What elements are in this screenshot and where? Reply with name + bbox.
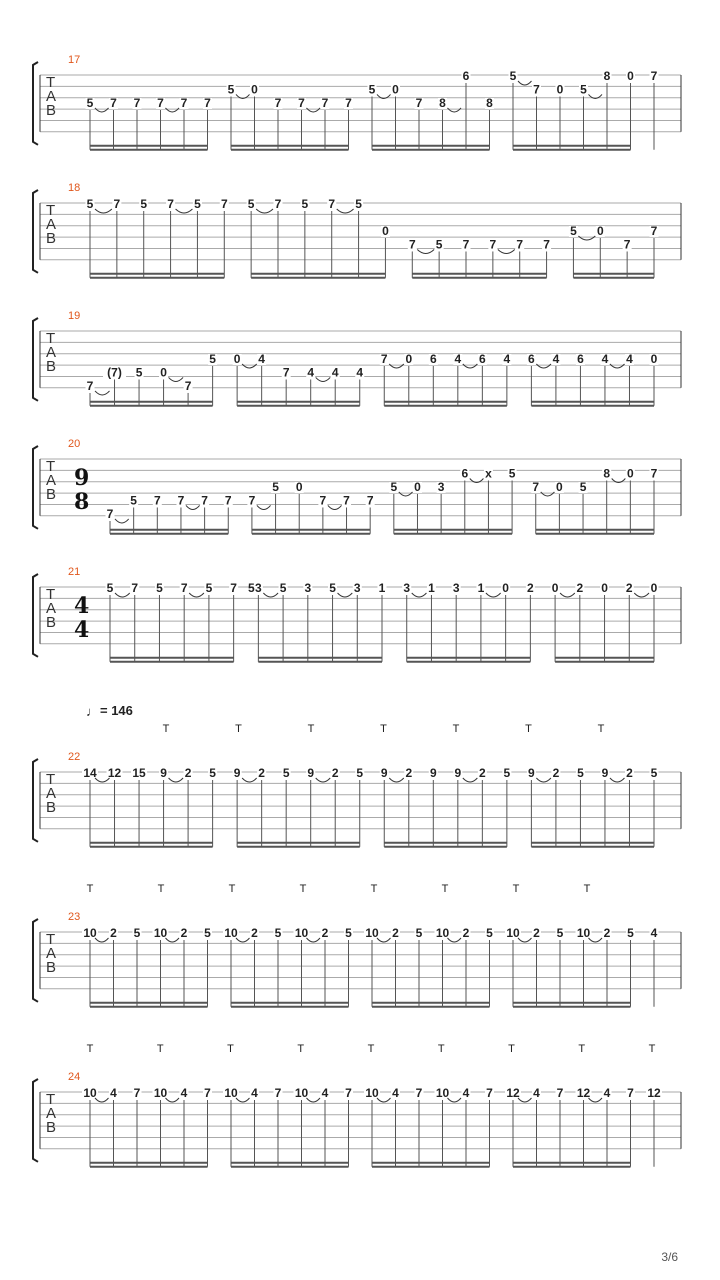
fret-number: 0 (405, 351, 413, 366)
fret-number: 2 (405, 766, 413, 780)
fret-number: 9 (233, 766, 241, 780)
fret-number: 7 (627, 1086, 634, 1100)
tab-clef-letter: A (46, 216, 57, 233)
fret-number: 10 (506, 926, 520, 940)
measure-number: 24 (68, 1071, 81, 1083)
fret-number: 3 (452, 581, 460, 595)
slur-arc (412, 593, 427, 597)
fret-number: 2 (479, 766, 486, 780)
fret-number: 4 (180, 1086, 188, 1100)
fret-number: 7 (274, 197, 282, 211)
fret-number: 5 (209, 766, 216, 780)
fret-number: 9 (528, 766, 535, 780)
fret-number: 4 (533, 1086, 540, 1100)
fret-number: 0 (627, 466, 634, 481)
tapping-marker: T (86, 883, 94, 895)
fret-number: 10 (294, 926, 309, 940)
tab-clef-letter: T (46, 771, 56, 788)
fret-number: 7 (153, 493, 161, 508)
grace-note: 5 (248, 581, 255, 595)
slur-arc (95, 209, 112, 213)
tapping-marker: T (157, 883, 165, 895)
fret-number: 15 (132, 766, 146, 780)
tab-clef-letter: A (46, 1105, 57, 1122)
fret-number: 4 (307, 365, 315, 380)
fret-number: 5 (272, 479, 279, 494)
fret-number: 5 (329, 581, 336, 595)
fret-number: 5 (194, 197, 201, 211)
measure-number: 21 (68, 566, 81, 578)
fret-number: 2 (251, 926, 258, 940)
fret-number: 6 (462, 69, 470, 83)
fret-number: 7 (201, 493, 208, 508)
fret-number: 4 (650, 926, 658, 940)
slur-arc (189, 593, 204, 597)
fret-number: 2 (625, 581, 633, 595)
fret-number: 7 (408, 237, 416, 252)
fret-number: 5 (106, 581, 114, 595)
tapping-marker: T (235, 723, 242, 735)
fret-number: 7 (650, 69, 658, 83)
fret-number: 0 (295, 479, 303, 494)
fret-number: 7 (180, 581, 188, 595)
system-bracket (33, 446, 38, 529)
fret-number: 2 (603, 926, 611, 940)
tab-clef-letter: T (46, 202, 56, 219)
fret-number: 9 (601, 766, 609, 780)
fret-number: 4 (110, 1086, 117, 1100)
fret-number: 5 (205, 581, 213, 595)
fret-number: 7 (650, 466, 658, 481)
fret-number: 14 (83, 766, 97, 780)
slur-arc (115, 519, 129, 523)
fret-number: 4 (552, 351, 560, 366)
fret-number: 6 (528, 351, 535, 366)
fret-number: 5 (133, 926, 141, 940)
fret-number: 5 (509, 69, 517, 83)
fret-number: 2 (576, 581, 584, 595)
tab-clef-letter: A (46, 344, 57, 361)
fret-number: 4 (331, 365, 339, 380)
slur-arc (536, 778, 551, 782)
fret-number: 7 (133, 95, 141, 110)
fret-number: 5 (415, 926, 423, 940)
fret-number: 5 (368, 82, 376, 97)
tapping-marker: T (578, 1043, 586, 1055)
tapping-marker: T (437, 1043, 445, 1055)
fret-number: 3 (437, 479, 445, 494)
fret-number: 7 (650, 223, 658, 238)
system-bracket (33, 919, 38, 1002)
measure-number: 23 (68, 911, 81, 923)
fret-number: 7 (220, 197, 228, 211)
measure-number: 19 (68, 310, 81, 322)
tempo-note-icon: ♩ (86, 704, 99, 719)
fret-number: 7 (274, 95, 282, 110)
fret-number: 5 (301, 197, 309, 211)
fret-number: 0 (650, 351, 658, 366)
fret-number: 7 (298, 95, 305, 110)
fret-number: 4 (601, 351, 609, 366)
slur-arc (242, 778, 257, 782)
fret-number: 7 (543, 237, 550, 252)
slur-arc (316, 377, 331, 381)
tab-clef-letter: B (46, 486, 57, 503)
fret-number: x (485, 466, 492, 481)
fret-number: 8 (439, 95, 446, 110)
fret-number: 5 (650, 766, 658, 780)
fret-number: 5 (86, 95, 94, 110)
fret-number: 1 (378, 581, 386, 595)
fret-number: 7 (345, 1086, 352, 1100)
fret-number: 7 (204, 1086, 211, 1100)
slur-arc (256, 209, 273, 213)
fret-number: 4 (626, 351, 633, 366)
fret-number: 5 (282, 766, 290, 780)
time-signature-top: 4 (74, 593, 90, 619)
slur-arc (328, 505, 342, 509)
slur-arc (337, 209, 354, 213)
fret-number: 10 (83, 1086, 97, 1100)
system-bracket (33, 318, 38, 401)
fret-number: 0 (627, 69, 634, 83)
fret-number: 7 (486, 1086, 493, 1100)
fret-number: 7 (274, 1086, 282, 1100)
slur-arc (389, 778, 404, 782)
tapping-marker: T (162, 723, 170, 735)
slur-arc (115, 593, 130, 597)
fret-number: 7 (177, 493, 185, 508)
fret-number: 7 (113, 197, 121, 211)
fret-number: 9 (160, 766, 167, 780)
fret-number: 6 (429, 351, 437, 366)
fret-number: 5 (356, 766, 364, 780)
tapping-marker: T (380, 723, 387, 735)
fret-number: 5 (503, 766, 511, 780)
fret-number: 7 (328, 197, 336, 211)
fret-number: 10 (224, 1086, 238, 1100)
fret-number: 4 (258, 351, 265, 366)
tapping-marker: T (228, 883, 236, 895)
tab-clef-letter: T (46, 74, 56, 91)
fret-number: 12 (506, 1086, 520, 1100)
fret-number: 5 (345, 926, 352, 940)
fret-number: 0 (160, 365, 167, 380)
fret-number: 10 (294, 1086, 309, 1100)
fret-number: 2 (527, 581, 534, 595)
tapping-marker: T (86, 1043, 94, 1055)
fret-number: 12 (107, 766, 122, 780)
measure-number: 22 (68, 751, 81, 763)
tapping-marker: T (597, 723, 605, 735)
fret-number: 10 (435, 1086, 450, 1100)
fret-number: 7 (366, 493, 374, 508)
fret-number: 3 (255, 581, 262, 595)
fret-number: 0 (233, 351, 241, 366)
slur-arc (95, 391, 110, 395)
fret-number: 5 (86, 197, 94, 211)
tab-clef-letter: T (46, 330, 56, 347)
slur-arc (498, 249, 515, 253)
slur-arc (186, 505, 200, 509)
slur-arc (169, 377, 184, 381)
tab-clef-letter: B (46, 1119, 57, 1136)
fret-number: 5 (274, 926, 282, 940)
fret-number: 2 (110, 926, 117, 940)
fret-number: 7 (415, 95, 423, 110)
tapping-marker: T (452, 723, 460, 735)
fret-number: 3 (403, 581, 411, 595)
fret-number: 2 (258, 766, 265, 780)
fret-number: 7 (345, 95, 352, 110)
slur-arc (417, 249, 434, 253)
fret-number: 9 (307, 766, 315, 780)
fret-number: 7 (224, 493, 232, 508)
fret-number: 0 (502, 581, 509, 595)
fret-number: 3 (353, 581, 361, 595)
fret-number: 7 (623, 237, 631, 252)
fret-number: 4 (454, 351, 462, 366)
fret-number: 12 (647, 1086, 661, 1100)
slur-arc (610, 778, 625, 782)
fret-number: 2 (552, 766, 560, 780)
fret-number: 9 (380, 766, 388, 780)
system-bracket (33, 574, 38, 657)
fret-number: 2 (184, 766, 192, 780)
fret-number: 5 (209, 351, 216, 366)
fret-number: 8 (486, 95, 493, 110)
tab-clef-letter: A (46, 785, 57, 802)
fret-number: 7 (131, 581, 139, 595)
fret-number: 7 (204, 95, 211, 110)
fret-number: 7 (321, 95, 329, 110)
time-signature-bottom: 4 (74, 617, 90, 643)
tapping-marker: T (307, 723, 315, 735)
fret-number: 7 (157, 95, 164, 110)
slur-arc (338, 593, 353, 597)
slur-arc (463, 778, 478, 782)
fret-number: 5 (355, 197, 362, 211)
fret-number: 9 (454, 766, 462, 780)
fret-number: 5 (279, 581, 287, 595)
system-bracket (33, 759, 38, 842)
time-signature-bottom: 8 (74, 489, 90, 515)
fret-number: 4 (356, 365, 364, 380)
fret-number: 0 (414, 479, 421, 494)
slur-arc (316, 778, 331, 782)
fret-number: 4 (321, 1086, 329, 1100)
fret-number: 7 (167, 197, 174, 211)
fret-number: 5 (156, 581, 163, 595)
fret-number: 0 (601, 581, 608, 595)
tab-clef-letter: B (46, 614, 57, 631)
fret-number: 7 (380, 351, 388, 366)
fret-number: 5 (247, 197, 255, 211)
fret-number: 7 (184, 378, 192, 393)
fret-number: 5 (204, 926, 211, 940)
fret-number: 7 (532, 479, 540, 494)
fret-number: 4 (462, 1086, 470, 1100)
tab-clef-letter: T (46, 586, 56, 603)
tapping-marker: T (583, 883, 591, 895)
fret-number: 7 (282, 365, 290, 380)
fret-number: 5 (627, 926, 634, 940)
fret-number: 10 (83, 926, 97, 940)
fret-number: 7 (110, 95, 117, 110)
fret-number: 5 (486, 926, 493, 940)
tapping-marker: T (299, 883, 307, 895)
fret-number: 7 (86, 378, 94, 393)
tapping-marker: T (441, 883, 449, 895)
tab-clef-letter: A (46, 600, 57, 617)
fret-number: 7 (556, 1086, 564, 1100)
system-bracket (33, 190, 38, 273)
fret-number: 0 (556, 479, 563, 494)
fret-number: 4 (392, 1086, 399, 1100)
fret-number: 10 (365, 1086, 379, 1100)
tab-clef-letter: B (46, 799, 57, 816)
measure-number: 17 (68, 54, 81, 66)
fret-number: 5 (570, 223, 577, 238)
fret-number: 7 (133, 1086, 141, 1100)
fret-number: 5 (135, 365, 143, 380)
slur-arc (634, 593, 649, 597)
measure-number: 20 (68, 438, 81, 450)
fret-number: 5 (130, 493, 137, 508)
fret-number: 0 (382, 223, 389, 238)
slur-arc (560, 593, 575, 597)
tab-clef-letter: B (46, 959, 57, 976)
tab-clef-letter: A (46, 88, 57, 105)
tapping-marker: T (525, 723, 532, 735)
fret-number: 5 (390, 479, 398, 494)
tapping-marker: T (367, 1043, 375, 1055)
slur-arc (169, 778, 184, 782)
fret-number: 7 (462, 237, 470, 252)
fret-number: 2 (321, 926, 329, 940)
tab-clef-letter: A (46, 945, 57, 962)
fret-number: 10 (224, 926, 238, 940)
fret-number: 5 (227, 82, 235, 97)
fret-number: 0 (251, 82, 258, 97)
fret-number: 10 (153, 1086, 168, 1100)
tapping-marker: T (297, 1043, 305, 1055)
fret-number: 10 (576, 926, 591, 940)
fret-number: 7 (415, 1086, 423, 1100)
fret-number: 0 (392, 82, 399, 97)
fret-number: 7 (516, 237, 524, 252)
fret-number: 5 (577, 766, 584, 780)
fret-number: 0 (551, 581, 559, 595)
fret-number: 3 (304, 581, 312, 595)
tapping-marker: T (648, 1043, 656, 1055)
fret-number: 2 (462, 926, 470, 940)
fret-number: 4 (503, 351, 511, 366)
fret-number: 7 (106, 506, 114, 521)
fret-number: 6 (479, 351, 486, 366)
slur-arc (518, 81, 532, 85)
fret-number: 12 (576, 1086, 591, 1100)
fret-number: 8 (603, 466, 611, 481)
slur-arc (486, 593, 501, 597)
fret-number: 0 (650, 581, 658, 595)
tempo-value: = 146 (100, 703, 133, 718)
tapping-marker: T (512, 883, 520, 895)
fret-number: 5 (580, 82, 587, 97)
tapping-marker: T (156, 1043, 164, 1055)
fret-number: 5 (508, 466, 516, 481)
fret-number: 4 (251, 1086, 258, 1100)
fret-number: 7 (230, 581, 237, 595)
fret-number: 7 (533, 82, 540, 97)
fret-number: 2 (331, 766, 339, 780)
fret-number: 7 (180, 95, 188, 110)
measure-number: 18 (68, 182, 81, 194)
fret-number: 7 (489, 237, 497, 252)
time-signature-top: 9 (74, 465, 90, 491)
fret-number: 7 (343, 493, 350, 508)
slur-arc (263, 593, 278, 597)
fret-number: 0 (596, 223, 604, 238)
fret-number: 1 (477, 581, 485, 595)
fret-number: 2 (392, 926, 399, 940)
fret-number: 10 (365, 926, 379, 940)
system-bracket (33, 62, 38, 145)
fret-number: 4 (603, 1086, 611, 1100)
fret-number: 8 (603, 69, 611, 83)
fret-number: 2 (533, 926, 540, 940)
fret-number: 6 (461, 466, 469, 481)
fret-number: 9 (429, 766, 437, 780)
slur-arc (257, 505, 271, 509)
fret-number: 1 (428, 581, 435, 595)
fret-number: 7 (248, 493, 256, 508)
page-number: 3/6 (661, 1250, 678, 1264)
tab-clef-letter: T (46, 931, 56, 948)
fret-number: (7) (107, 365, 122, 380)
slur-arc (176, 209, 193, 213)
fret-number: 2 (626, 766, 633, 780)
tapping-marker: T (370, 883, 378, 895)
system-bracket (33, 1079, 38, 1162)
fret-number: 10 (153, 926, 168, 940)
fret-number: 0 (556, 82, 564, 97)
tapping-marker: T (227, 1043, 234, 1055)
fret-number: 2 (180, 926, 188, 940)
fret-number: 10 (435, 926, 450, 940)
fret-number: 6 (577, 351, 584, 366)
fret-number: 5 (140, 197, 148, 211)
tab-clef-letter: B (46, 358, 57, 375)
tab-clef-letter: B (46, 230, 57, 247)
tapping-marker: T (508, 1043, 515, 1055)
fret-number: 5 (556, 926, 564, 940)
fret-number: 5 (435, 237, 443, 252)
tab-clef-letter: B (46, 102, 57, 119)
fret-number: 7 (319, 493, 327, 508)
tab-clef-letter: A (46, 472, 57, 489)
tab-clef-letter: T (46, 1091, 56, 1108)
tab-clef-letter: T (46, 458, 56, 475)
fret-number: 5 (579, 479, 587, 494)
